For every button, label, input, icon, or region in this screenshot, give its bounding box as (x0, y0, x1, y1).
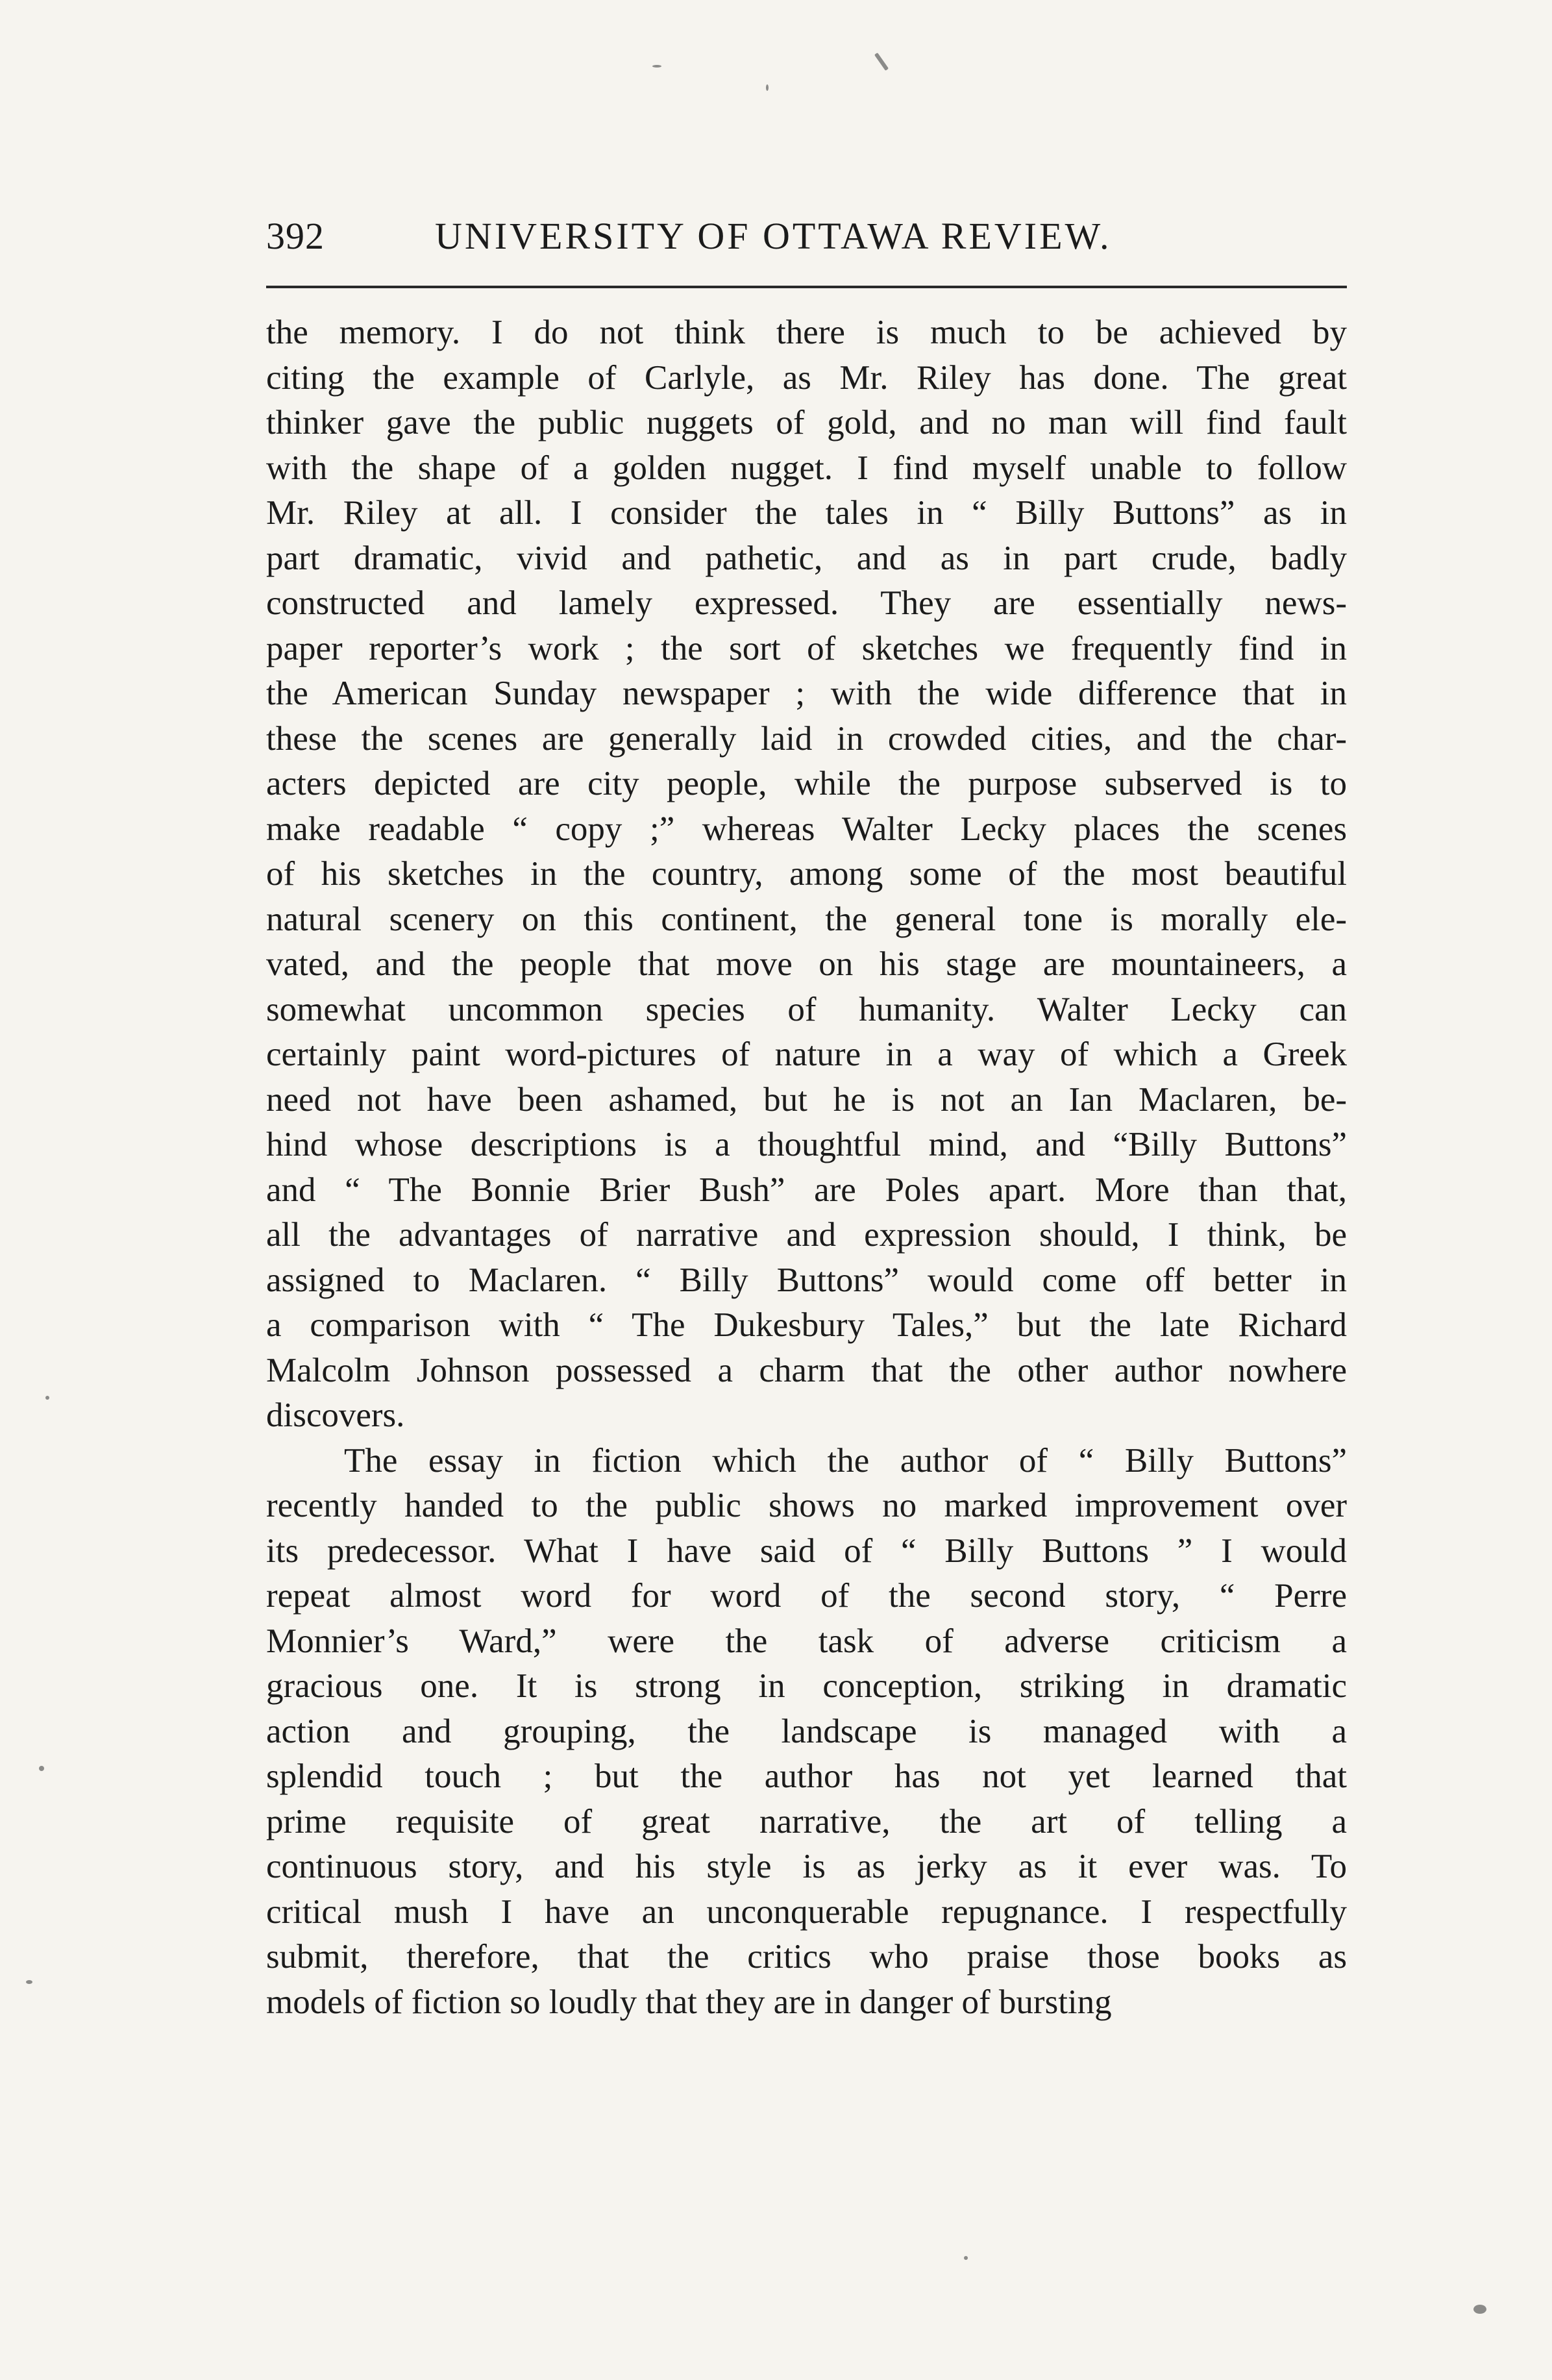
text-line: splendid touch ; but the author has not yet learned that (266, 1757, 1347, 1795)
text-line: certainly paint word-pictures of nature in a way of which a Greek (266, 1035, 1347, 1073)
scan-speck (26, 1980, 32, 1984)
text-line: repeat almost word for word of the second story, “ Perre (266, 1577, 1347, 1615)
scan-speck (45, 1396, 49, 1400)
body-text (266, 310, 1347, 2025)
text-line: gracious one. It is strong in conception, striking in dramatic (266, 1667, 1347, 1705)
text-line: part dramatic, vivid and pathetic, and as in part crude, badly (266, 539, 1347, 577)
text-line: the memory. I do not think there is much to be achieved by (266, 314, 1347, 351)
text-line: make readable “ copy ;” whereas Walter Lecky places the scenes (266, 810, 1347, 848)
text-line: recently handed to the public shows no marked improvement over (266, 1487, 1347, 1524)
text-line: the American Sunday newspaper ; with the wide difference that in (266, 675, 1347, 712)
text-line: constructed and lamely expressed. They are essentially news- (266, 584, 1347, 622)
text-line: vated, and the people that move on his stage are mountaineers, a (266, 945, 1347, 983)
scan-speck (39, 1766, 44, 1771)
text-line: its predecessor. What I have said of “ Billy Buttons ” I would (266, 1531, 1347, 1570)
text-line: acters depicted are city people, while the purpose subserved is to (266, 765, 1347, 802)
scan-speck (652, 65, 661, 68)
page-number: 392 (266, 215, 325, 257)
text-line: continuous story, and his style is as jerky as it ever was. To (266, 1848, 1347, 1885)
text-line: need not have been ashamed, but he is not an Ian Maclaren, be- (266, 1080, 1347, 1119)
header-rule (266, 286, 1347, 288)
text-line: a comparison with “ The Dukesbury Tales,” but the late Richard (266, 1306, 1347, 1344)
scan-speck (766, 84, 769, 91)
scan-speck (964, 2256, 968, 2260)
text-line: models of fiction so loudly that they are in danger of bursting (266, 1983, 1112, 2021)
text-line: all the advantages of narrative and expression should, I think, be (266, 1216, 1347, 1254)
text-line: of his sketches in the country, among some of the most beautiful (266, 855, 1347, 893)
text-line: hind whose descriptions is a thoughtful mind, and “Billy Buttons” (266, 1126, 1347, 1163)
text-line: The essay in fiction which the author of “ Billy Buttons” (344, 1441, 1347, 1480)
text-line: with the shape of a golden nugget. I find myself unable to follow (266, 449, 1347, 487)
text-line: somewhat uncommon species of humanity. Walter Lecky can (266, 990, 1347, 1028)
text-line: action and grouping, the landscape is managed with a (266, 1712, 1347, 1750)
text-line: citing the example of Carlyle, as Mr. Riley has done. The great (266, 358, 1347, 397)
text-line: and “ The Bonnie Brier Bush” are Poles apart. More than that, (266, 1171, 1347, 1209)
text-line: assigned to Maclaren. “ Billy Buttons” would come off better in (266, 1261, 1347, 1299)
text-line: paper reporter’s work ; the sort of sketches we frequently find in (266, 629, 1347, 667)
text-line: Mr. Riley at all. I consider the tales in “ Billy Buttons” as in (266, 494, 1347, 532)
page-header (266, 214, 1347, 266)
text-line: prime requisite of great narrative, the art of telling a (266, 1802, 1347, 1841)
text-line: thinker gave the public nuggets of gold, and no man will find fault (266, 404, 1347, 441)
text-line: these the scenes are generally laid in crowded cities, and the char- (266, 719, 1347, 758)
running-title: UNIVERSITY OF OTTAWA REVIEW. (435, 215, 1112, 257)
text-line: submit, therefore, that the critics who praise those books as (266, 1938, 1347, 1976)
text-line: Monnier’s Ward,” were the task of adverse criticism a (266, 1622, 1347, 1660)
text-line: critical mush I have an unconquerable repugnance. I respectfully (266, 1892, 1347, 1931)
text-line: discovers. (266, 1396, 405, 1434)
text-line: Malcolm Johnson possessed a charm that the other author nowhere (266, 1351, 1347, 1389)
scan-speck (1473, 2305, 1486, 2314)
scan-speck (874, 53, 889, 71)
text-line: natural scenery on this continent, the general tone is morally ele- (266, 900, 1347, 938)
